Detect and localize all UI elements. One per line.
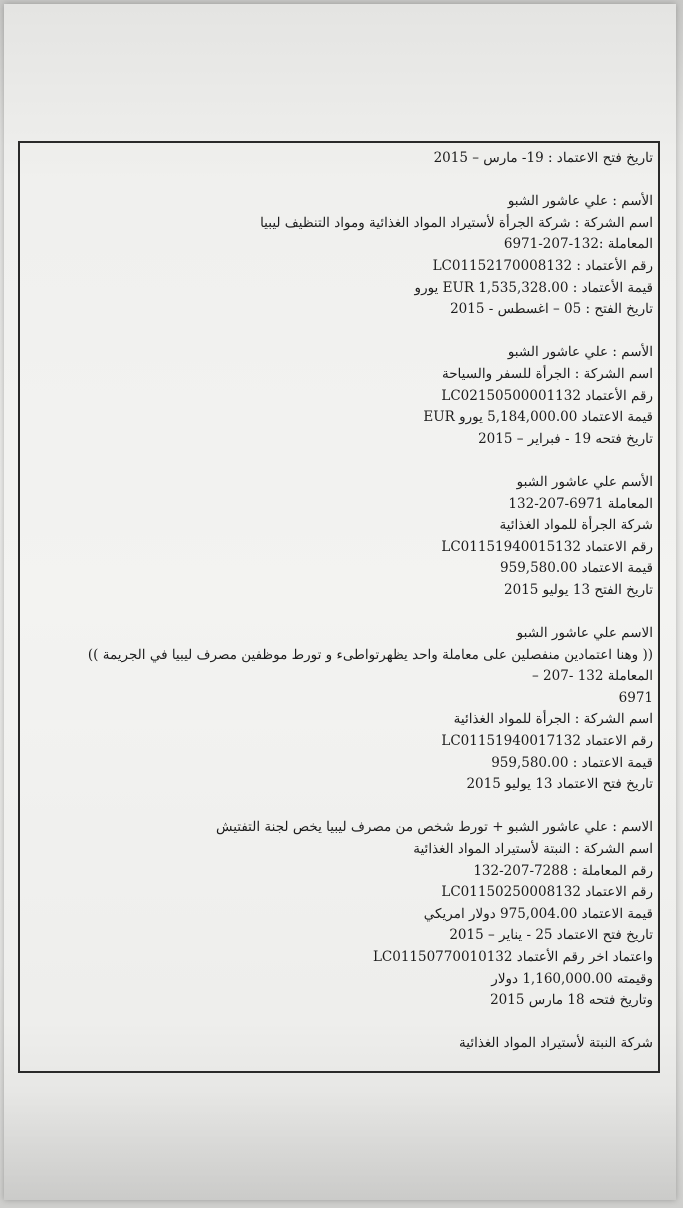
text-line: اسم الشركة : شركة الجرأة لأستيراد المواد الغذائية ومواد التنظيف ليبيا	[260, 214, 653, 231]
text-line: قيمة الاعتماد 5,184,000.00 يورو EUR	[423, 409, 653, 426]
blank-line	[43, 450, 653, 472]
text-line: رقم الاعتماد LC01151940017132	[441, 733, 653, 750]
text-line: الأسم علي عاشور الشبو	[516, 473, 653, 490]
text-line: اسم الشركة : الجرأة للسفر والسياحة	[441, 365, 653, 382]
text-line: رقم المعاملة : 7288-207-132	[473, 862, 653, 879]
text-line: شركة الجرأة للمواد الغذائية	[499, 517, 653, 534]
text-line: الأسم : علي عاشور الشبو	[507, 193, 653, 210]
text-line: المعاملة 6971-207-132	[508, 495, 653, 512]
text-line: قيمة الاعتماد : 959,580.00	[491, 754, 653, 771]
text-line: رقم الأعتماد : LC01152170008132	[432, 257, 653, 274]
blank-line	[43, 796, 653, 818]
blank-line	[43, 601, 653, 623]
blank-line	[43, 170, 653, 192]
text-line: رقم الاعتماد LC01150250008132	[441, 884, 653, 901]
text-line: وتاريخ فتحه 18 مارس 2015	[490, 992, 653, 1009]
text-line: اسم الشركة : الجرأة للمواد الغذائية	[453, 711, 653, 728]
photo-shadow	[4, 1090, 676, 1200]
text-line: وقيمته 1,160,000.00 دولار	[491, 970, 653, 987]
text-line: تاريخ الفتح 13 يوليو 2015	[504, 581, 653, 598]
text-line: تاريخ فتح الاعتماد : 19- مارس – 2015	[433, 150, 653, 166]
text-line: اسم الشركة : النبتة لأستيراد المواد الغذائية	[413, 841, 653, 857]
text-line: الاسم علي عاشور الشبو	[516, 625, 653, 642]
text-line: تاريخ فتح الاعتماد 25 - يناير – 2015	[449, 927, 653, 944]
text-line: الأسم : علي عاشور الشبو	[507, 344, 653, 361]
text-line: رقم الأعتماد LC02150500001132	[441, 387, 653, 404]
document-body	[43, 148, 653, 1055]
text-line: تاريخ فتحه 19 - فبراير – 2015	[478, 430, 653, 447]
text-line: قيمة الأعتماد : EUR 1,535,328.00 يورو	[414, 279, 653, 296]
text-line: قيمة الاعتماد 959,580.00	[500, 560, 653, 577]
text-line: رقم الاعتماد LC01151940015132	[441, 538, 653, 555]
text-line: المعاملة :132-207-6971	[503, 236, 653, 253]
text-line: المعاملة 132 -207 –	[532, 668, 653, 685]
text-line: (( وهنا اعتمادين منفصلين على معاملة واحد يظهرتواطىء و تورط موظفين مصرف ليبيا في الجريمة ))	[87, 646, 653, 663]
text-line: قيمة الاعتماد 975,004.00 دولار امريكي	[423, 905, 653, 922]
text-line: واعتماد اخر رقم الأعتماد LC01150770010132	[372, 948, 653, 965]
blank-line	[43, 321, 653, 343]
text-line: الاسم : علي عاشور الشبو + تورط شخص من مصرف ليبيا يخص لجنة التفتيش	[215, 819, 653, 836]
text-line: 6971	[618, 689, 653, 706]
blank-line	[43, 1012, 653, 1034]
text-line: شركة النبتة لأستيراد المواد الغذائية	[459, 1035, 653, 1052]
text-line: تاريخ فتح الاعتماد 13 يوليو 2015	[466, 776, 653, 793]
text-line: تاريخ الفتح : 05 – اغسطس - 2015	[450, 301, 653, 318]
